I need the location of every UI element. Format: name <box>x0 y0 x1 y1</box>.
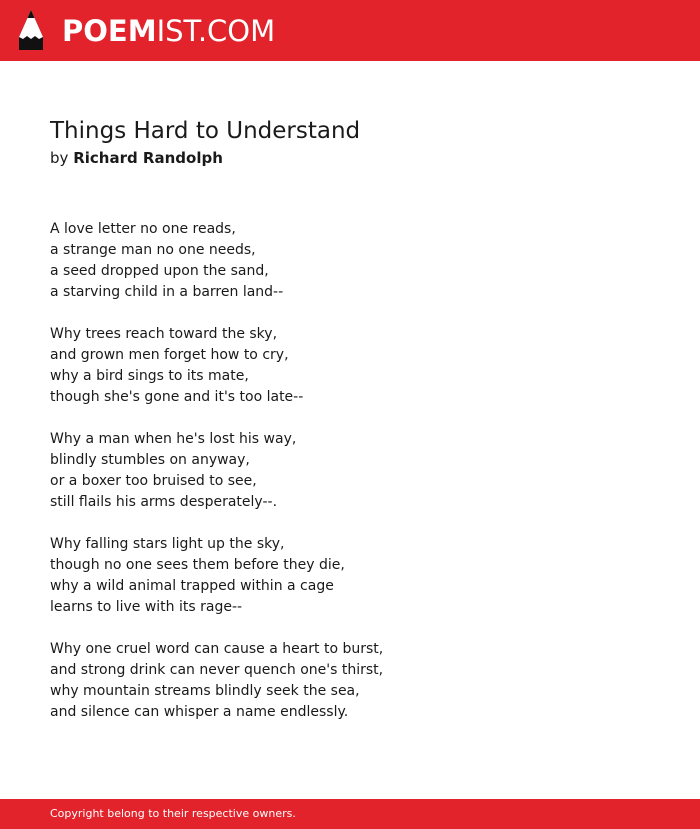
poem-line: A love letter no one reads, <box>50 221 236 237</box>
poem-line: still flails his arms desperately--. <box>50 494 278 510</box>
poem-line: though she's gone and it's too late-- <box>50 389 304 405</box>
poem-line: a starving child in a barren land-- <box>50 284 284 300</box>
poem-line: Why falling stars light up the sky, <box>50 536 285 552</box>
logo-bold-text: POEM <box>62 14 157 48</box>
site-footer <box>0 799 700 829</box>
site-logo[interactable] <box>62 13 275 49</box>
poem-body <box>50 219 650 744</box>
byline-prefix: by <box>50 149 69 167</box>
poem-line: why mountain streams blindly seek the sea, <box>50 683 360 699</box>
site-header <box>0 0 700 61</box>
logo-light-text: IST.COM <box>156 14 276 48</box>
poem-stanza <box>50 219 650 303</box>
poem-line: or a boxer too bruised to see, <box>50 473 257 489</box>
poem-line: blindly stumbles on anyway, <box>50 452 250 468</box>
poem-stanza <box>50 639 650 723</box>
poem-line: though no one sees them before they die, <box>50 557 345 573</box>
poem-line: why a wild animal trapped within a cage <box>50 578 334 594</box>
poem-line: Why trees reach toward the sky, <box>50 326 278 342</box>
poem-line: and silence can whisper a name endlessly. <box>50 704 349 720</box>
poem-line: learns to live with its rage-- <box>50 599 243 615</box>
copyright-text: Copyright belong to their respective owners. <box>50 807 296 820</box>
poem-author: Richard Randolph <box>73 149 223 167</box>
poem-line: Why one cruel word can cause a heart to burst, <box>50 641 384 657</box>
poem-line: a seed dropped upon the sand, <box>50 263 269 279</box>
poem-line: Why a man when he's lost his way, <box>50 431 297 447</box>
poem-line: and grown men forget how to cry, <box>50 347 289 363</box>
poem-title: Things Hard to Understand <box>50 118 361 144</box>
poem-stanza <box>50 324 650 408</box>
pencil-tip-icon[interactable] <box>18 9 44 51</box>
poem-stanza <box>50 429 650 513</box>
poem-line: why a bird sings to its mate, <box>50 368 249 384</box>
poem-line: a strange man no one needs, <box>50 242 256 258</box>
poem-byline <box>50 148 223 168</box>
poem-stanza <box>50 534 650 618</box>
poem-line: and strong drink can never quench one's thirst, <box>50 662 384 678</box>
